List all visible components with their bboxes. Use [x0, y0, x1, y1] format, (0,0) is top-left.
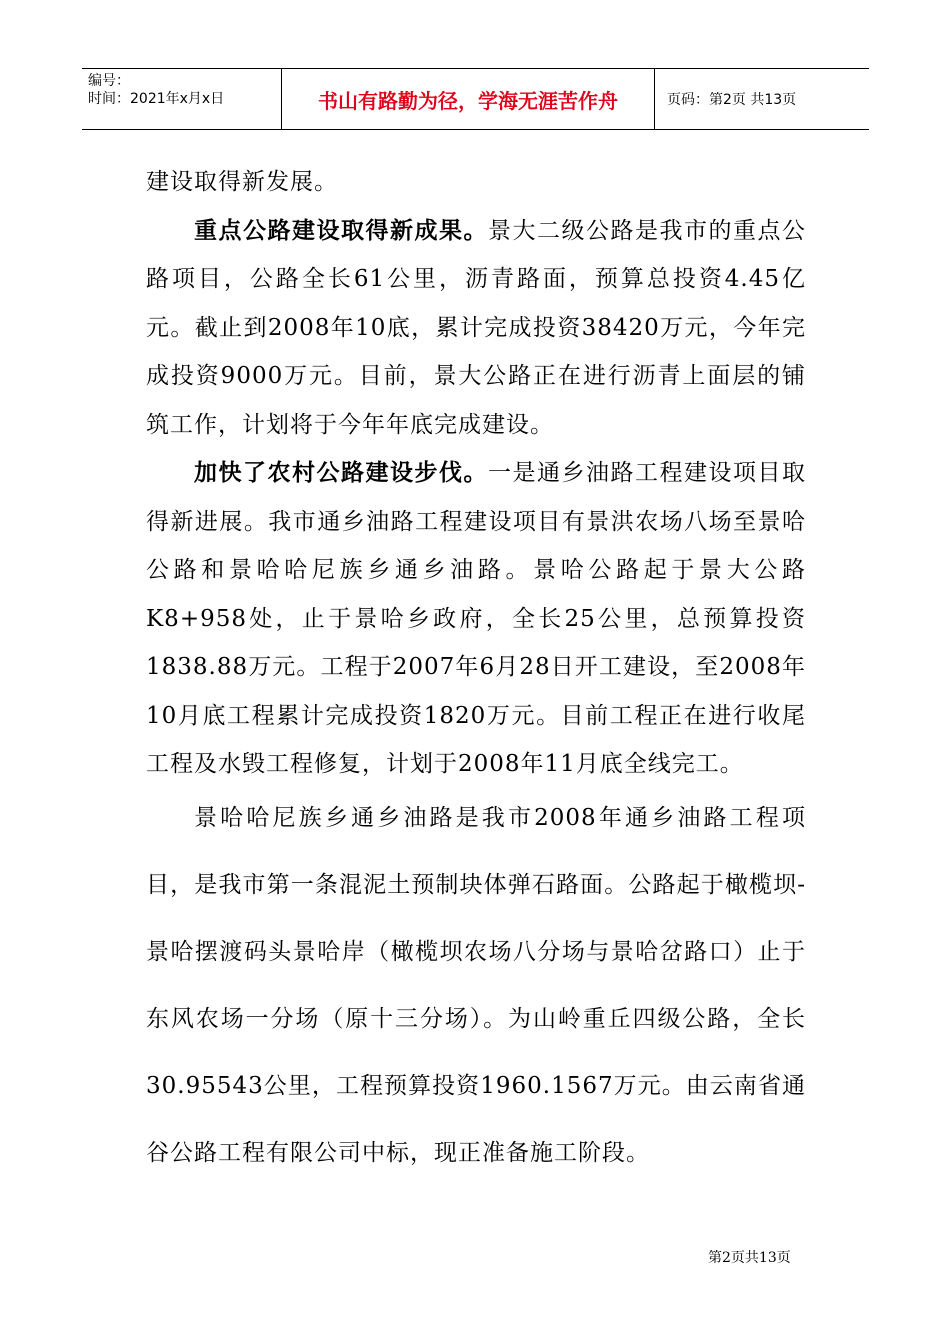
paragraph-2 — [146, 207, 806, 450]
paragraph-2-text: 景大二级公路是我市的重点公路项目，公路全长61公里，沥青路面，预算总投资4.45亿元。截止到2008年10底，累计完成投资38420万元，今年完成投资9000万元。目前，景大公路正在进行沥青上面层的铺筑工作，计划将于今年年底完成建设。 — [146, 217, 806, 438]
page-header — [82, 68, 869, 130]
document-body — [146, 158, 806, 1187]
paragraph-3-text: 一是通乡油路工程建设项目取得新进展。我市通乡油路工程建设项目有景洪农场八场至景哈公路和景哈哈尼族乡通乡油路。景哈公路起于景大公路K8+958处，止于景哈乡政府，全长25公里，总预算投资1838.88万元。工程于2007年6月28日开工建设，至2008年10月底工程累计完成投资1820万元。目前工程正在进行收尾工程及水毁工程修复，计划于2008年11月底全线完工。 — [146, 460, 806, 777]
paragraph-3-heading: 加快了农村公路建设步伐。 — [194, 460, 488, 486]
page-footer: 第2页共13页 — [708, 1250, 791, 1266]
header-meta — [82, 69, 282, 129]
paragraph-2-heading: 重点公路建设取得新成果。 — [194, 217, 488, 244]
header-page-number: 页码：第2页 共13页 — [667, 92, 797, 108]
paragraph-3 — [146, 449, 806, 789]
document-number: 编号： — [88, 73, 130, 89]
header-motto: 书山有路勤为径，学海无涯苦作舟 — [282, 69, 655, 129]
paragraph-4: 景哈哈尼族乡通乡油路是我市2008年通乡油路工程项目，是我市第一条混泥土预制块体弹石路面。公路起于橄榄坝-景哈摆渡码头景哈岸（橄榄坝农场八分场与景哈岔路口）止于东风农场一分场（原十三分场）。为山岭重丘四级公路，全长30.95543公里，工程预算投资1960.1567万元。由云南省通谷公路工程有限公司中标，现正准备施工阶段。 — [146, 804, 806, 1166]
paragraph-1: 建设取得新发展。 — [146, 169, 338, 195]
document-date: 时间：2021年x月x日 — [88, 91, 225, 107]
